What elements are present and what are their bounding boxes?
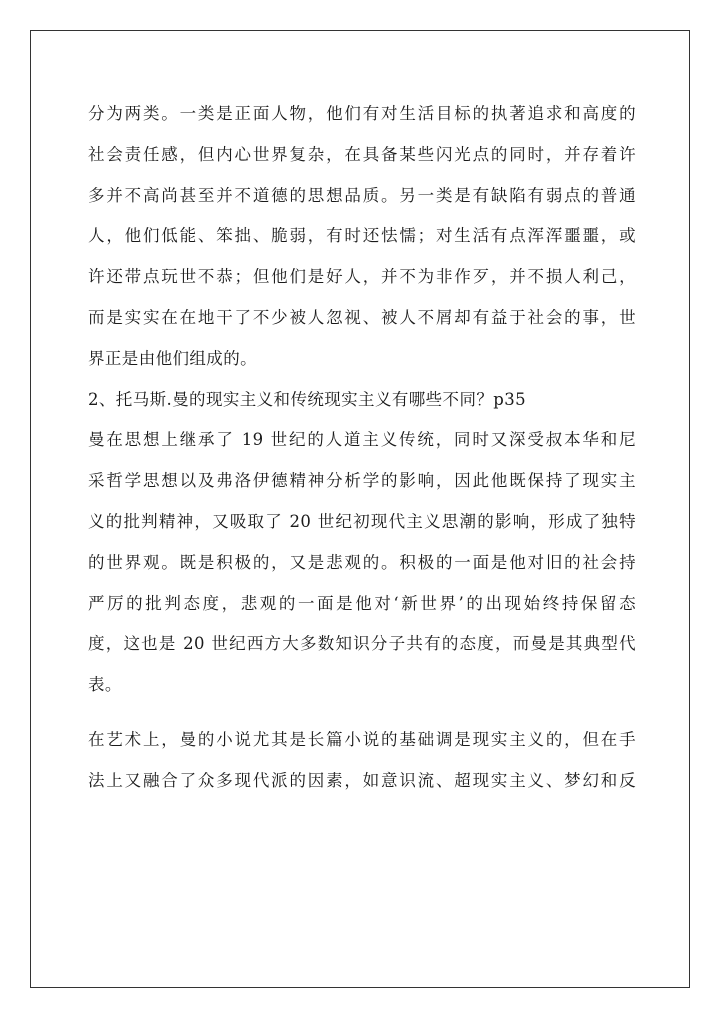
text-line: 分为两类。一类是正面人物，他们有对生活目标的执著追求和高度的 [88,104,636,123]
question-heading [88,380,636,421]
text-line: 2、托马斯.曼的现实主义和传统现实主义有哪些不同？p35 [88,389,527,409]
paragraph-thought [88,420,636,706]
text-line: 的世界观。既是积极的，又是悲观的。积极的一面是他对旧的社会持 [88,552,636,572]
document-body [88,94,636,802]
text-line: 而是实实在在地干了不少被人忽视、被人不屑却有益于社会的事，世 [88,307,636,327]
paragraph-art [88,720,636,802]
text-line: 界正是由他们组成的。 [88,348,257,368]
text-line: 曼在思想上继承了 19 世纪的人道主义传统，同时又深受叔本华和尼 [88,430,636,450]
text-line: 表。 [88,675,122,695]
paragraph-characters [88,94,636,380]
text-line: 多并不高尚甚至并不道德的思想品质。另一类是有缺陷有弱点的普通 [88,185,636,205]
text-line: 社会责任感，但内心世界复杂，在具备某些闪光点的同时，并存着许 [88,144,636,164]
text-line: 法上又融合了众多现代派的因素，如意识流、超现实主义、梦幻和反 [88,770,636,790]
text-line: 度，这也是 20 世纪西方大多数知识分子共有的态度，而曼是其典型代 [88,634,636,654]
text-line: 在艺术上，曼的小说尤其是长篇小说的基础调是现实主义的，但在手 [88,729,636,749]
text-line: 采哲学思想以及弗洛伊德精神分析学的影响，因此他既保持了现实主 [88,471,636,491]
text-line: 许还带点玩世不恭；但他们是好人，并不为非作歹，并不损人利己， [88,267,636,287]
text-line: 严厉的批判态度，悲观的一面是他对‘新世界’的出现始终持保留态 [88,593,636,613]
paragraph-gap [88,706,636,720]
text-line: 人，他们低能、笨拙、脆弱，有时还怯懦；对生活有点浑浑噩噩，或 [88,226,636,246]
text-line: 义的批判精神，又吸取了 20 世纪初现代主义思潮的影响，形成了独特 [88,511,636,531]
